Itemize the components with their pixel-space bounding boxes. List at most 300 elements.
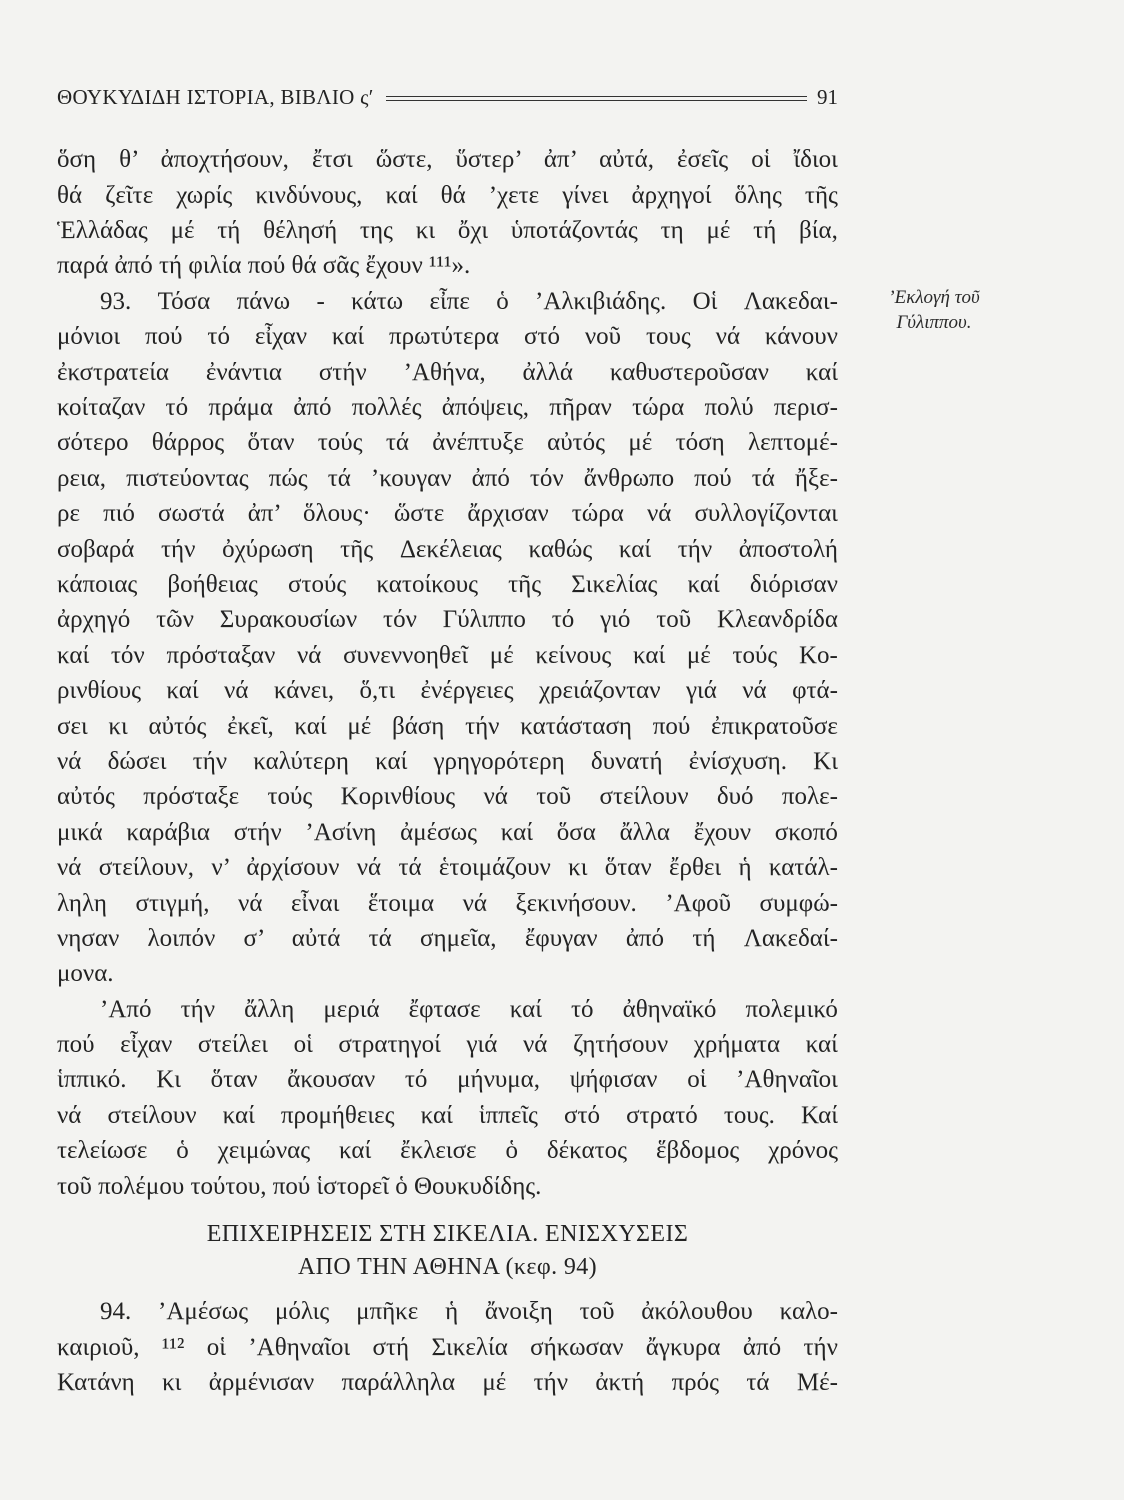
word: πολε- [781, 783, 838, 811]
word: αὐτά [291, 924, 347, 952]
word: ὥστε [393, 500, 451, 528]
word: καί [805, 358, 838, 386]
word: ¹¹² [161, 1333, 191, 1361]
text-line [57, 850, 838, 885]
word: θά [440, 181, 472, 209]
word: χρόνος [768, 1137, 838, 1165]
text-line: τοῦ πολέμου τούτου, πού ἱστορεῖ ὁ Θουκυδίδης. [57, 1172, 542, 1200]
word: ’Αλκιβιάδης. [535, 287, 673, 315]
word: ὅλης [734, 181, 789, 209]
word: ὥστε, [375, 146, 439, 174]
word: πάνω [236, 287, 297, 315]
word: ἄκουσαν [287, 1066, 382, 1094]
word: στρατηγοί [338, 1031, 448, 1059]
word: λεπτομέ- [747, 429, 838, 457]
word: παράλληλα [341, 1369, 462, 1397]
word: νά [224, 677, 255, 705]
paragraph [57, 992, 838, 1204]
word: ἀρχηγό [57, 606, 137, 634]
text-line [57, 213, 838, 248]
word: μόνιοι [57, 323, 127, 351]
word: πολεμικό [745, 995, 838, 1023]
word: αὐτός [57, 783, 122, 811]
word: ἄνοιξη [484, 1298, 560, 1326]
word: τήν [192, 747, 234, 775]
word: νά [742, 677, 773, 705]
word: περισ- [773, 394, 838, 422]
word: νά [646, 500, 678, 528]
word: ὁ [496, 287, 515, 315]
word: ὅση [57, 146, 103, 174]
word: ὅταν [604, 854, 658, 882]
word: καιριοῦ, [57, 1333, 146, 1361]
word: σήκωσαν [530, 1333, 630, 1361]
word: γίνει [562, 181, 615, 209]
paragraph [57, 1294, 838, 1400]
text-line [57, 1062, 838, 1097]
word: κατοίκους [376, 570, 485, 598]
header-double-rule [386, 96, 807, 101]
word: τήν [180, 995, 222, 1023]
word: ἀλλά [522, 358, 580, 386]
word: ἐνίσχυση. [688, 747, 794, 775]
margin-note-line: Γύλιππου. [896, 312, 972, 333]
word: ἱππικό. [57, 1066, 133, 1094]
word: κάποιας [57, 570, 144, 598]
word: στή [372, 1333, 416, 1361]
word: ἕβδομος [655, 1137, 746, 1165]
word: τά [385, 429, 416, 457]
word: μέ [686, 641, 718, 669]
word: Καί [800, 1101, 838, 1129]
word: Οἱ [692, 287, 724, 315]
word: ἀνέπτυξε [432, 429, 531, 457]
word: σημεῖα, [420, 924, 503, 952]
word: ἀπό [293, 394, 338, 422]
margin-note [862, 285, 1006, 335]
word: ὁ [505, 1137, 525, 1165]
word: κατάλ- [768, 854, 838, 882]
word: ὑποτάζοντάς [510, 217, 645, 245]
word: νά [522, 1031, 554, 1059]
word: ζεῖτε [105, 181, 160, 209]
word: ἄρχισαν [467, 500, 555, 528]
word: μπῆκε [356, 1298, 425, 1326]
word: ’Αθηναῖοι [248, 1333, 357, 1361]
word: ἔτσι [311, 146, 359, 174]
word: ὕστερ’ [455, 146, 528, 174]
word: τους. [723, 1101, 782, 1129]
word: αὐτός [547, 429, 612, 457]
word: καί [331, 323, 371, 351]
word: ἔκλεισε [400, 1137, 483, 1165]
text-line [57, 602, 838, 637]
word: Κορινθίους [340, 783, 462, 811]
word: ὅλους· [302, 500, 377, 528]
word: γιά [466, 1031, 504, 1059]
word: ἀπόψεις, [441, 394, 536, 422]
text-line [57, 744, 838, 779]
word: τό [551, 606, 581, 634]
word: κατάσταση [520, 712, 639, 740]
word: τοῦ [656, 606, 698, 634]
word: τό [570, 995, 600, 1023]
word: καθώς [528, 535, 599, 563]
word: - [316, 287, 332, 315]
text-line [57, 638, 838, 673]
text-line [57, 390, 838, 425]
text-line [57, 532, 838, 567]
text-line [57, 1027, 838, 1062]
word: στούς [288, 570, 353, 598]
word: ἔφτασε [408, 995, 487, 1023]
text-line [57, 779, 838, 814]
word: ἀμέσως [400, 818, 484, 846]
text-line [57, 1294, 838, 1329]
word: σωστά [158, 500, 231, 528]
text-line [57, 142, 838, 177]
word: πιστεύοντας [126, 464, 255, 492]
word: Λακεδαί- [743, 924, 838, 952]
text-line [57, 1365, 838, 1400]
word: ἀπ’ [543, 146, 583, 174]
word: καλύτερη [253, 747, 356, 775]
margin-note-line: ’Εκλογή τοῦ [888, 287, 980, 308]
word: συλλογίζονται [694, 500, 838, 528]
word: μεριά [323, 995, 386, 1023]
word: κινδύνους, [255, 181, 369, 209]
word: χωρίς [176, 181, 239, 209]
word: πρός [671, 1369, 726, 1397]
word: στήν [233, 818, 288, 846]
word: ἐκστρατεία [57, 358, 176, 386]
word: στείλουν [107, 1101, 203, 1129]
word: καί [294, 712, 333, 740]
word: τους [645, 323, 698, 351]
word: τῆς [508, 570, 548, 598]
word: δώσει [107, 747, 173, 775]
word: ἱππεῖς [478, 1101, 545, 1129]
word: Ἑλλάδας [57, 217, 155, 245]
word: μέ [482, 1369, 513, 1397]
word: ἄγκυρα [645, 1333, 727, 1361]
word: ἤξε- [794, 464, 838, 492]
section-heading [57, 1218, 838, 1284]
paragraph [57, 284, 838, 992]
word: τοῦ [579, 1298, 621, 1326]
word: στό [523, 323, 567, 351]
word: νά [715, 323, 747, 351]
word: ἀπό [471, 464, 517, 492]
word: πιό [103, 500, 142, 528]
word: οἱ [751, 146, 777, 174]
word: ἐκεῖ, [227, 712, 280, 740]
word: τοῦ [536, 783, 578, 811]
word: ν’ [211, 854, 236, 882]
word: καί [222, 1101, 262, 1129]
text-line [57, 709, 838, 744]
word: τώρα [632, 394, 691, 422]
word: ’κουγαν [370, 464, 458, 492]
word: πολύ [704, 394, 760, 422]
word: ἐπικρατοῦσε [710, 712, 838, 740]
word: ἡ [738, 854, 758, 882]
word: αὐτά, [599, 146, 661, 174]
text-line: μονα. [57, 960, 114, 988]
word: ὅταν [210, 1066, 264, 1094]
word: Σικελία [431, 1333, 515, 1361]
word: πολλές [351, 394, 428, 422]
word: νά [57, 854, 88, 882]
word: ξεκινήσουν. [515, 889, 644, 917]
word: Δεκέλειας [399, 535, 509, 563]
text-line [57, 319, 838, 354]
text-line [57, 178, 838, 213]
word: εἶχαν [254, 323, 314, 351]
word: βοήθειας [167, 570, 265, 598]
word: βία, [799, 217, 838, 245]
word: καί [618, 535, 658, 563]
word: Κι [156, 1066, 188, 1094]
word: ἄλλη [244, 995, 301, 1023]
section-heading-line: ΕΠΙΧΕΙΡΗΣΕΙΣ ΣΤΗ ΣΙΚΕΛΙΑ. ΕΝΙΣΧΥΣΕΙΣ [206, 1221, 689, 1247]
word: ρεια, [57, 464, 113, 492]
word: νά [57, 747, 88, 775]
word: 94. [100, 1298, 138, 1326]
word: ρινθίους [57, 677, 148, 705]
word: πρόσταξε [143, 783, 246, 811]
word: αὐτός [148, 712, 213, 740]
word: οἱ [687, 1066, 713, 1094]
text-line [57, 1098, 838, 1133]
word: μικά [57, 818, 109, 846]
word: ’Αθηναῖοι [736, 1066, 838, 1094]
text-line [57, 921, 838, 956]
word: χειμώνας [217, 1137, 317, 1165]
word: νά [238, 889, 269, 917]
word: θάρρος [151, 429, 231, 457]
word: τήν [465, 712, 506, 740]
word: ὁ [176, 1137, 195, 1165]
word: ρε [57, 500, 87, 528]
word: ἀκόλουθου [641, 1298, 760, 1326]
word: ἕτοιμα [367, 889, 441, 917]
running-header-title: ΘΟΥΚΥΔΙΔΗ ΙΣΤΟΡΙΑ, ΒΙΒΛΙΟ ς′ [57, 84, 374, 109]
word: ἀποχτήσουν, [160, 146, 296, 174]
word: ἡ [445, 1298, 465, 1326]
word: νά [483, 783, 515, 811]
word: δέκατος [546, 1137, 634, 1165]
word: τήν [677, 535, 719, 563]
word: Κι [813, 747, 838, 775]
word: ’Αφοῦ [665, 889, 738, 917]
word: πρόσταξαν [166, 641, 282, 669]
word: Σικελίας [571, 570, 664, 598]
word: εἶναι [290, 889, 346, 917]
word: ἔχουν [693, 818, 758, 846]
word: καράβια [126, 818, 217, 846]
word: ὄχι [457, 217, 495, 245]
word: τόν [529, 464, 570, 492]
word: θέλησή [263, 217, 344, 245]
word: συνεννοηθεῖ [343, 641, 475, 669]
text-line [57, 461, 838, 496]
word: μήνυμα, [457, 1066, 547, 1094]
word: Συρακουσίων [219, 606, 364, 634]
word: στήν [318, 358, 373, 386]
word: προμήθειες [280, 1101, 401, 1129]
word: τελείωσε [57, 1137, 154, 1165]
word: ἴδιοι [793, 146, 838, 174]
word: τήν [533, 1369, 575, 1397]
text-line [57, 1133, 838, 1168]
word: φτά- [792, 677, 838, 705]
word: ἑτοιμάζουν [438, 854, 558, 882]
word: νά [296, 641, 328, 669]
word: Μέ- [796, 1369, 838, 1397]
running-header [57, 84, 838, 110]
text-line [57, 496, 838, 531]
body-text [57, 142, 838, 1204]
word: Γύλιππο [442, 606, 533, 634]
word: σ’ [243, 924, 270, 952]
section-heading-line: ΑΠΟ ΤΗΝ ΑΘΗΝΑ (κεφ. 94) [297, 1254, 598, 1280]
word: τή [753, 217, 783, 245]
word: οἱ [206, 1333, 233, 1361]
word: συμφώ- [759, 889, 838, 917]
word: Κο- [798, 641, 838, 669]
word: κάνουν [764, 323, 838, 351]
word: σκοπό [774, 818, 838, 846]
word: καί [687, 570, 726, 598]
word: τή [217, 217, 247, 245]
text-line [57, 992, 838, 1027]
word: καί [375, 747, 414, 775]
word: κοίταζαν [57, 394, 152, 422]
word: 93. [100, 287, 138, 315]
word: τό [404, 1066, 434, 1094]
word: καί [500, 818, 540, 846]
word: ’χετε [488, 181, 546, 209]
word: τούς [267, 783, 319, 811]
word: στρατό [626, 1101, 705, 1129]
word: εἶπε [429, 287, 477, 315]
word: τά [751, 464, 782, 492]
word: πώς [268, 464, 314, 492]
word: μέ [706, 217, 737, 245]
word: μέ [628, 429, 659, 457]
page-number: 91 [817, 84, 838, 109]
word: πού [694, 464, 738, 492]
word: τῆς [804, 181, 838, 209]
word: κείνους [535, 641, 618, 669]
word: κι [162, 1369, 188, 1397]
word: εἶχαν [120, 1031, 179, 1059]
word: Κλεανδρίδα [717, 606, 838, 634]
word: σει [57, 712, 94, 740]
word: κι [568, 854, 594, 882]
text-line [57, 815, 838, 850]
word: τώρα [571, 500, 631, 528]
word: πῆραν [549, 394, 619, 422]
word: καθυστεροῦσαν [609, 358, 776, 386]
word: στείλουν [599, 783, 695, 811]
word: ἀπ’ [247, 500, 287, 528]
text-line [57, 425, 838, 460]
word: ἄνθρωπο [583, 464, 681, 492]
word: πράμα [208, 394, 280, 422]
word: τῆς [340, 535, 380, 563]
word: Λακεδαι- [743, 287, 838, 315]
word: καί [385, 181, 424, 209]
body-text-continued [57, 1294, 838, 1400]
word: νά [57, 1101, 88, 1129]
word: ἀθηναϊκό [622, 995, 723, 1023]
word: νά [462, 889, 494, 917]
word: ὅταν [247, 429, 301, 457]
word: γιό [600, 606, 637, 634]
word: ἀρχηγοί [631, 181, 718, 209]
word: της [359, 217, 400, 245]
word: πού [652, 712, 697, 740]
word: ’Αμέσως [158, 1298, 255, 1326]
text-line [57, 1330, 838, 1365]
word: Τόσα [157, 287, 217, 315]
word: τούς [732, 641, 784, 669]
word: σότερο [57, 429, 135, 457]
word: ὅ,τι [359, 677, 402, 705]
word: τή [692, 924, 722, 952]
word: ’Ασίνη [305, 818, 383, 846]
text-line [57, 886, 838, 921]
word: τῶν [156, 606, 201, 634]
text-line: παρά ἀπό τή φιλία πού θά σᾶς ἔχουν ¹¹¹». [57, 252, 471, 280]
word: πρωτύτερα [388, 323, 506, 351]
word: γρηγορότερη [433, 747, 571, 775]
word: ἀκτή [595, 1369, 651, 1397]
word: χρειάζονταν [538, 677, 667, 705]
word: στείλει [197, 1031, 275, 1059]
word: στό [564, 1101, 607, 1129]
word: καί [57, 641, 96, 669]
word: τά [327, 464, 358, 492]
word: κι [415, 217, 442, 245]
word: στείλουν, [98, 854, 201, 882]
word: κάνει, [273, 677, 341, 705]
word: καί [805, 1031, 838, 1059]
word: τούς [317, 429, 369, 457]
word: τήν [161, 535, 202, 563]
word: ἀπό [625, 924, 671, 952]
word: τό [165, 394, 195, 422]
word: καί [632, 641, 672, 669]
word: πού [57, 1031, 101, 1059]
word: ζητήσουν [572, 1031, 675, 1059]
word: ἔρθει [668, 854, 728, 882]
word: λοιπόν [147, 924, 222, 952]
word: τήν [803, 1333, 838, 1361]
word: ἔφυγαν [524, 924, 604, 952]
word: ἀποστολή [738, 535, 838, 563]
word: σοβαρά [57, 535, 141, 563]
word: ’Αθήνα, [403, 358, 492, 386]
word: κι [108, 712, 134, 740]
word: πού [145, 323, 189, 351]
word: νά [356, 854, 388, 882]
word: ὅσα [556, 818, 603, 846]
word: ὀχύρωση [222, 535, 320, 563]
word: ἀρμένισαν [208, 1369, 321, 1397]
